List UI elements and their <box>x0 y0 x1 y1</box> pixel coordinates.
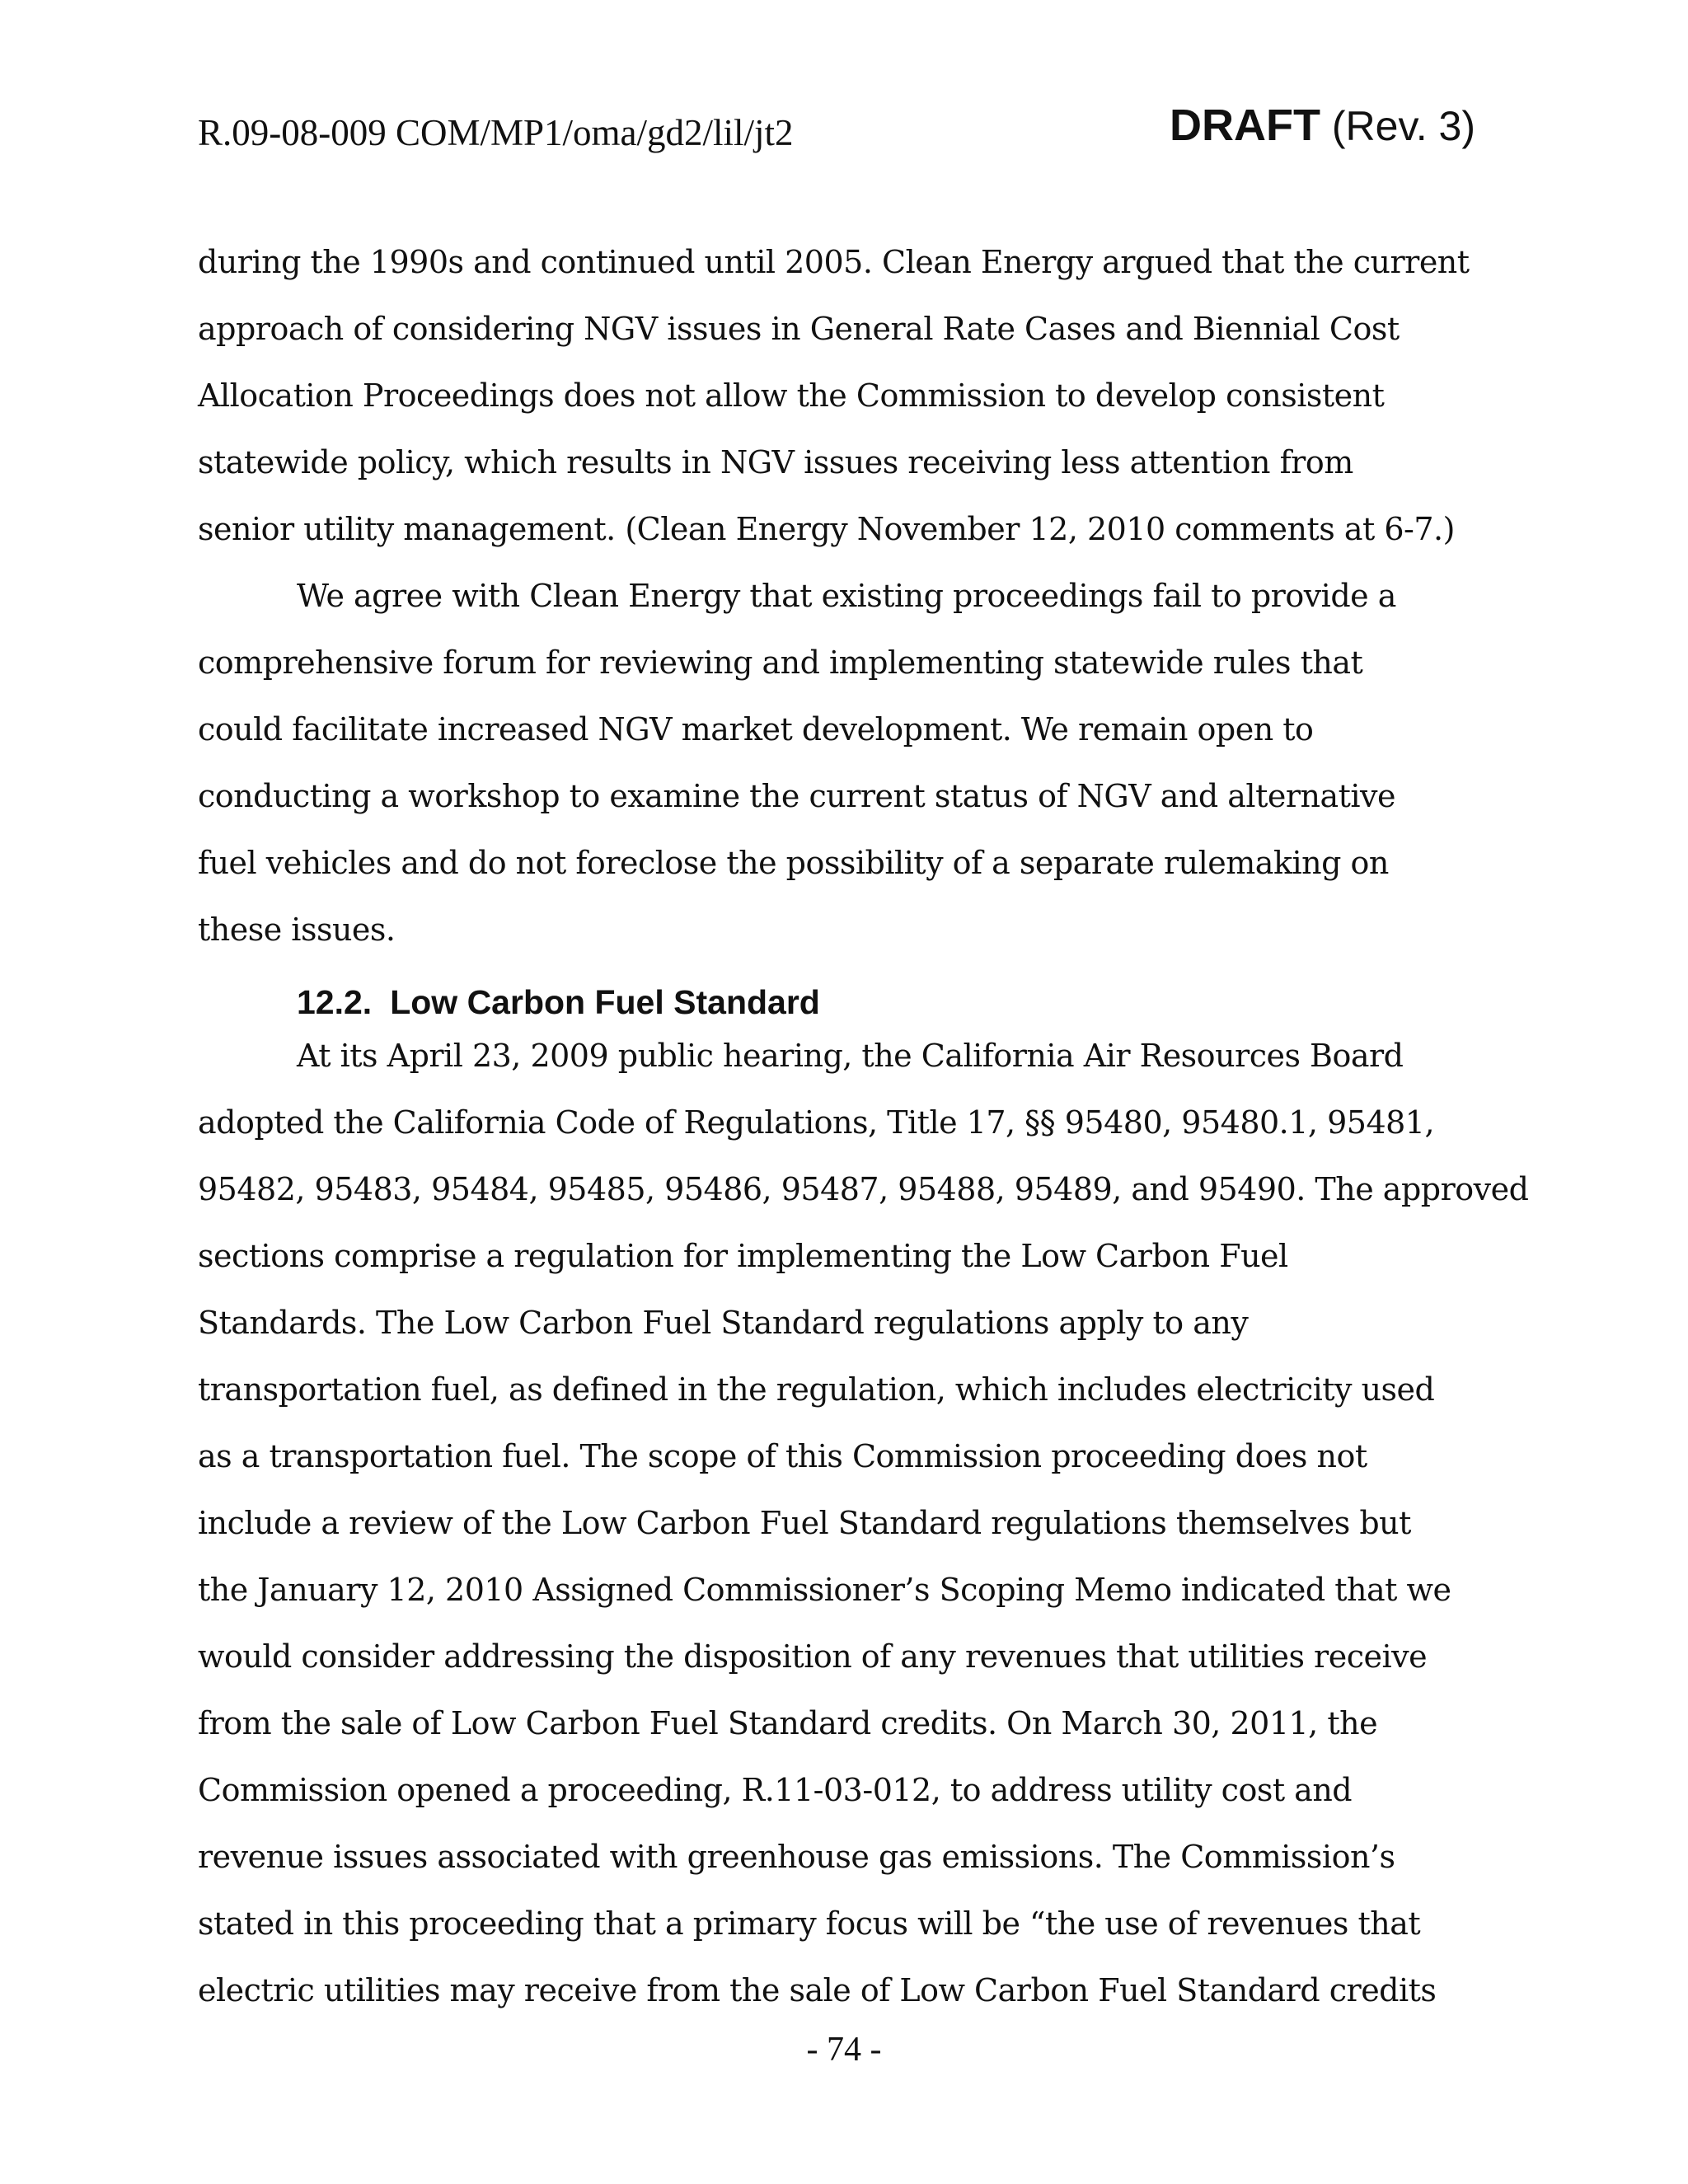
revision-label: (Rev. 3) <box>1331 103 1475 149</box>
text-line: Commission opened a proceeding, R.11-03-012, to address utility cost and <box>198 1772 1353 1808</box>
text-line: as a transportation fuel. The scope of this Commission proceeding does not <box>198 1438 1367 1474</box>
text-line: during the 1990s and continued until 2005. Clean Energy argued that the current <box>198 244 1470 280</box>
text-line: comprehensive forum for reviewing and implementing statewide rules that <box>198 644 1363 681</box>
text-line: revenue issues associated with greenhouse gas emissions. The Commission’s <box>198 1839 1395 1875</box>
text-line: from the sale of Low Carbon Fuel Standard credits. On March 30, 2011, the <box>198 1705 1378 1741</box>
docket-number: R.09-08-009 COM/MP1/oma/gd2/lil/jt2 <box>198 112 794 153</box>
text-line: could facilitate increased NGV market development. We remain open to <box>198 711 1314 748</box>
paragraph-continued <box>198 229 1493 563</box>
text-line: adopted the California Code of Regulations, Title 17, §§ 95480, 95480.1, 95481, <box>198 1104 1435 1141</box>
text-line: At its April 23, 2009 public hearing, the California Air Resources Board <box>297 1038 1404 1074</box>
text-line: statewide policy, which results in NGV issues receiving less attention from <box>198 444 1353 480</box>
section-number: 12.2. <box>297 983 373 1021</box>
page-number: - 74 - <box>806 2031 882 2069</box>
draft-stamp <box>1170 101 1475 151</box>
draft-label: DRAFT <box>1170 101 1320 150</box>
text-line: the January 12, 2010 Assigned Commissioner’s Scoping Memo indicated that we <box>198 1572 1451 1608</box>
text-line: stated in this proceeding that a primary focus will be “the use of revenues that <box>198 1905 1421 1942</box>
text-line: would consider addressing the disposition of any revenues that utilities receive <box>198 1638 1428 1675</box>
text-line: electric utilities may receive from the sale of Low Carbon Fuel Standard credits <box>198 1972 1437 2008</box>
section-title: Low Carbon Fuel Standard <box>390 983 820 1021</box>
paragraph-lcfs <box>198 1023 1529 2024</box>
text-line: Standards. The Low Carbon Fuel Standard regulations apply to any <box>198 1305 1249 1341</box>
text-line: fuel vehicles and do not foreclose the possibility of a separate rulemaking on <box>198 845 1389 881</box>
text-line: senior utility management. (Clean Energy November 12, 2010 comments at 6-7.) <box>198 511 1455 547</box>
section-heading <box>198 975 1493 1029</box>
text-line: conducting a workshop to examine the current status of NGV and alternative <box>198 778 1396 814</box>
text-line: these issues. <box>198 912 396 948</box>
text-line: sections comprise a regulation for implementing the Low Carbon Fuel <box>198 1238 1288 1274</box>
text-line: approach of considering NGV issues in General Rate Cases and Biennial Cost <box>198 311 1400 347</box>
text-line: include a review of the Low Carbon Fuel Standard regulations themselves but <box>198 1505 1411 1541</box>
text-line: 95482, 95483, 95484, 95485, 95486, 95487, 95488, 95489, and 95490. The approved <box>198 1171 1529 1207</box>
document-body <box>198 229 1529 2024</box>
text-line: Allocation Proceedings does not allow the Commission to develop consistent <box>198 377 1385 414</box>
text-line: transportation fuel, as defined in the regulation, which includes electricity used <box>198 1371 1435 1408</box>
paragraph-agreement <box>198 563 1493 963</box>
text-line: We agree with Clean Energy that existing proceedings fail to provide a <box>297 578 1396 614</box>
